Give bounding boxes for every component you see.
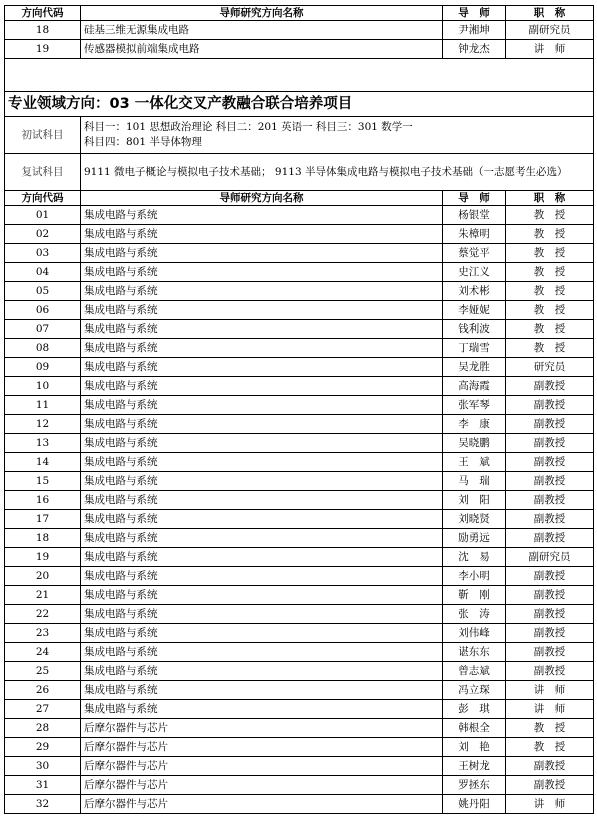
row-code: 26 (5, 681, 81, 700)
retest-exam-label: 复试科目 (5, 154, 81, 191)
row-title: 讲 师 (506, 40, 594, 59)
header-code: 方向代码 (5, 191, 81, 206)
table-row (5, 776, 594, 795)
initial-exam-label: 初试科目 (5, 117, 81, 154)
row-title: 教 授 (506, 263, 594, 282)
row-name: 集成电路与系统 (81, 586, 443, 605)
row-title: 副教授 (506, 377, 594, 396)
header-name: 导师研究方向名称 (81, 191, 443, 206)
row-name: 后摩尔器件与芯片 (81, 757, 443, 776)
row-tutor: 靳 刚 (443, 586, 506, 605)
row-name: 硅基三维无源集成电路 (81, 21, 443, 40)
row-name: 集成电路与系统 (81, 225, 443, 244)
section-title: 专业领域方向：03 一体化交叉产教融合联合培养项目 (5, 92, 594, 117)
header-tutor: 导 师 (443, 6, 506, 21)
row-tutor: 吴晓鹏 (443, 434, 506, 453)
row-title: 副教授 (506, 396, 594, 415)
retest-exam-row (5, 154, 594, 191)
row-name: 集成电路与系统 (81, 605, 443, 624)
table-row (5, 434, 594, 453)
row-title: 副教授 (506, 605, 594, 624)
row-title: 研究员 (506, 358, 594, 377)
row-code: 21 (5, 586, 81, 605)
table-row (5, 624, 594, 643)
row-name: 后摩尔器件与芯片 (81, 795, 443, 814)
row-code: 08 (5, 339, 81, 358)
row-tutor: 刘伟峰 (443, 624, 506, 643)
row-tutor: 吴龙胜 (443, 358, 506, 377)
row-code: 11 (5, 396, 81, 415)
row-code: 18 (5, 529, 81, 548)
row-tutor: 朱樟明 (443, 225, 506, 244)
row-code: 19 (5, 40, 81, 59)
row-title: 讲 师 (506, 795, 594, 814)
table-row (5, 21, 594, 40)
row-tutor: 谌东东 (443, 643, 506, 662)
row-title: 副教授 (506, 529, 594, 548)
header-code: 方向代码 (5, 6, 81, 21)
row-title: 教 授 (506, 301, 594, 320)
row-code: 30 (5, 757, 81, 776)
row-name: 后摩尔器件与芯片 (81, 776, 443, 795)
retest-exam-subjects: 9111 微电子概论与模拟电子技术基础； 9113 半导体集成电路与模拟电子技术基础（一志愿考生必选） (81, 154, 594, 191)
row-name: 集成电路与系统 (81, 510, 443, 529)
document-page (4, 5, 593, 814)
row-title: 副教授 (506, 624, 594, 643)
row-code: 12 (5, 415, 81, 434)
row-tutor: 王 斌 (443, 453, 506, 472)
table-row (5, 643, 594, 662)
row-title: 讲 师 (506, 681, 594, 700)
row-name: 集成电路与系统 (81, 282, 443, 301)
row-tutor: 杨银堂 (443, 206, 506, 225)
table-row (5, 529, 594, 548)
row-title: 副教授 (506, 510, 594, 529)
row-tutor: 高海霞 (443, 377, 506, 396)
row-name: 集成电路与系统 (81, 700, 443, 719)
row-name: 后摩尔器件与芯片 (81, 719, 443, 738)
row-code: 17 (5, 510, 81, 529)
table-row (5, 40, 594, 59)
row-tutor: 张 涛 (443, 605, 506, 624)
row-title: 教 授 (506, 282, 594, 301)
row-title: 副教授 (506, 776, 594, 795)
row-code: 19 (5, 548, 81, 567)
row-title: 副教授 (506, 434, 594, 453)
row-code: 29 (5, 738, 81, 757)
table-row (5, 377, 594, 396)
row-code: 02 (5, 225, 81, 244)
row-tutor: 尹湘坤 (443, 21, 506, 40)
row-code: 22 (5, 605, 81, 624)
header-title: 职 称 (506, 6, 594, 21)
row-title: 教 授 (506, 738, 594, 757)
row-title: 教 授 (506, 206, 594, 225)
row-title: 副教授 (506, 567, 594, 586)
row-tutor: 沈 易 (443, 548, 506, 567)
header-name: 导师研究方向名称 (81, 6, 443, 21)
row-name: 集成电路与系统 (81, 415, 443, 434)
row-tutor: 李娅妮 (443, 301, 506, 320)
row-code: 07 (5, 320, 81, 339)
table-row (5, 662, 594, 681)
row-tutor: 张军琴 (443, 396, 506, 415)
table-row (5, 453, 594, 472)
row-title: 副教授 (506, 662, 594, 681)
row-tutor: 曾志斌 (443, 662, 506, 681)
row-name: 集成电路与系统 (81, 434, 443, 453)
table-row (5, 472, 594, 491)
table-row (5, 244, 594, 263)
row-tutor: 蔡觉平 (443, 244, 506, 263)
row-tutor: 丁瑞雪 (443, 339, 506, 358)
row-tutor: 罗拯东 (443, 776, 506, 795)
tutor-table (4, 5, 594, 814)
row-name: 集成电路与系统 (81, 358, 443, 377)
row-title: 教 授 (506, 339, 594, 358)
row-tutor: 王树龙 (443, 757, 506, 776)
table-row (5, 282, 594, 301)
initial-exam-subjects (81, 117, 594, 154)
blank-row (5, 59, 594, 92)
row-name: 集成电路与系统 (81, 263, 443, 282)
row-name: 集成电路与系统 (81, 206, 443, 225)
row-title: 副教授 (506, 491, 594, 510)
row-name: 集成电路与系统 (81, 567, 443, 586)
row-tutor: 钱利波 (443, 320, 506, 339)
row-tutor: 刘晓贤 (443, 510, 506, 529)
row-code: 05 (5, 282, 81, 301)
table-row (5, 548, 594, 567)
row-code: 16 (5, 491, 81, 510)
row-tutor: 李 康 (443, 415, 506, 434)
row-code: 03 (5, 244, 81, 263)
row-code: 27 (5, 700, 81, 719)
row-name: 传感器模拟前端集成电路 (81, 40, 443, 59)
section-row (5, 92, 594, 117)
row-code: 14 (5, 453, 81, 472)
row-code: 20 (5, 567, 81, 586)
row-title: 副教授 (506, 757, 594, 776)
row-title: 教 授 (506, 719, 594, 738)
table-row (5, 396, 594, 415)
initial-exam-row (5, 117, 594, 154)
table-row (5, 301, 594, 320)
row-tutor: 马 瑞 (443, 472, 506, 491)
row-name: 集成电路与系统 (81, 453, 443, 472)
row-code: 31 (5, 776, 81, 795)
row-title: 副教授 (506, 472, 594, 491)
row-tutor: 刘术彬 (443, 282, 506, 301)
blank-cell (5, 59, 594, 92)
row-code: 25 (5, 662, 81, 681)
row-tutor: 励勇远 (443, 529, 506, 548)
row-tutor: 姚丹阳 (443, 795, 506, 814)
table-row (5, 339, 594, 358)
row-code: 28 (5, 719, 81, 738)
table-row (5, 263, 594, 282)
row-code: 18 (5, 21, 81, 40)
row-title: 副研究员 (506, 548, 594, 567)
initial-exam-line-1: 科目一：101 思想政治理论 科目二：201 英语一 科目三：301 数学一 (84, 121, 413, 133)
table-row (5, 586, 594, 605)
row-code: 09 (5, 358, 81, 377)
table-row (5, 491, 594, 510)
row-code: 06 (5, 301, 81, 320)
row-title: 教 授 (506, 244, 594, 263)
row-name: 集成电路与系统 (81, 377, 443, 396)
row-tutor: 冯立琛 (443, 681, 506, 700)
table-row (5, 510, 594, 529)
row-title: 教 授 (506, 225, 594, 244)
row-tutor: 李小明 (443, 567, 506, 586)
row-code: 15 (5, 472, 81, 491)
row-name: 集成电路与系统 (81, 244, 443, 263)
row-title: 副教授 (506, 453, 594, 472)
table-row (5, 225, 594, 244)
row-title: 副教授 (506, 415, 594, 434)
row-name: 后摩尔器件与芯片 (81, 738, 443, 757)
row-tutor: 钟龙杰 (443, 40, 506, 59)
row-name: 集成电路与系统 (81, 529, 443, 548)
row-name: 集成电路与系统 (81, 491, 443, 510)
table-row (5, 757, 594, 776)
row-name: 集成电路与系统 (81, 320, 443, 339)
row-title: 副研究员 (506, 21, 594, 40)
row-code: 13 (5, 434, 81, 453)
table-row (5, 738, 594, 757)
table-row (5, 681, 594, 700)
row-tutor: 史江义 (443, 263, 506, 282)
row-name: 集成电路与系统 (81, 472, 443, 491)
table-row (5, 358, 594, 377)
initial-exam-line-2: 科目四：801 半导体物理 (84, 136, 202, 148)
table-row (5, 320, 594, 339)
row-code: 32 (5, 795, 81, 814)
table-row (5, 700, 594, 719)
table-row (5, 567, 594, 586)
row-title: 讲 师 (506, 700, 594, 719)
row-name: 集成电路与系统 (81, 396, 443, 415)
row-code: 23 (5, 624, 81, 643)
table-row (5, 415, 594, 434)
row-tutor: 刘 艳 (443, 738, 506, 757)
table-row (5, 605, 594, 624)
row-tutor: 韩根全 (443, 719, 506, 738)
row-name: 集成电路与系统 (81, 339, 443, 358)
row-name: 集成电路与系统 (81, 301, 443, 320)
row-title: 教 授 (506, 320, 594, 339)
row-tutor: 刘 阳 (443, 491, 506, 510)
header-title: 职 称 (506, 191, 594, 206)
row-name: 集成电路与系统 (81, 643, 443, 662)
table-header-row (5, 6, 594, 21)
row-name: 集成电路与系统 (81, 681, 443, 700)
table-header-row (5, 191, 594, 206)
row-title: 副教授 (506, 586, 594, 605)
table-row (5, 206, 594, 225)
row-code: 01 (5, 206, 81, 225)
row-code: 10 (5, 377, 81, 396)
header-tutor: 导 师 (443, 191, 506, 206)
table-row (5, 719, 594, 738)
row-tutor: 彭 琪 (443, 700, 506, 719)
row-title: 副教授 (506, 643, 594, 662)
row-name: 集成电路与系统 (81, 624, 443, 643)
row-name: 集成电路与系统 (81, 548, 443, 567)
row-name: 集成电路与系统 (81, 662, 443, 681)
row-code: 04 (5, 263, 81, 282)
table-row (5, 795, 594, 814)
row-code: 24 (5, 643, 81, 662)
